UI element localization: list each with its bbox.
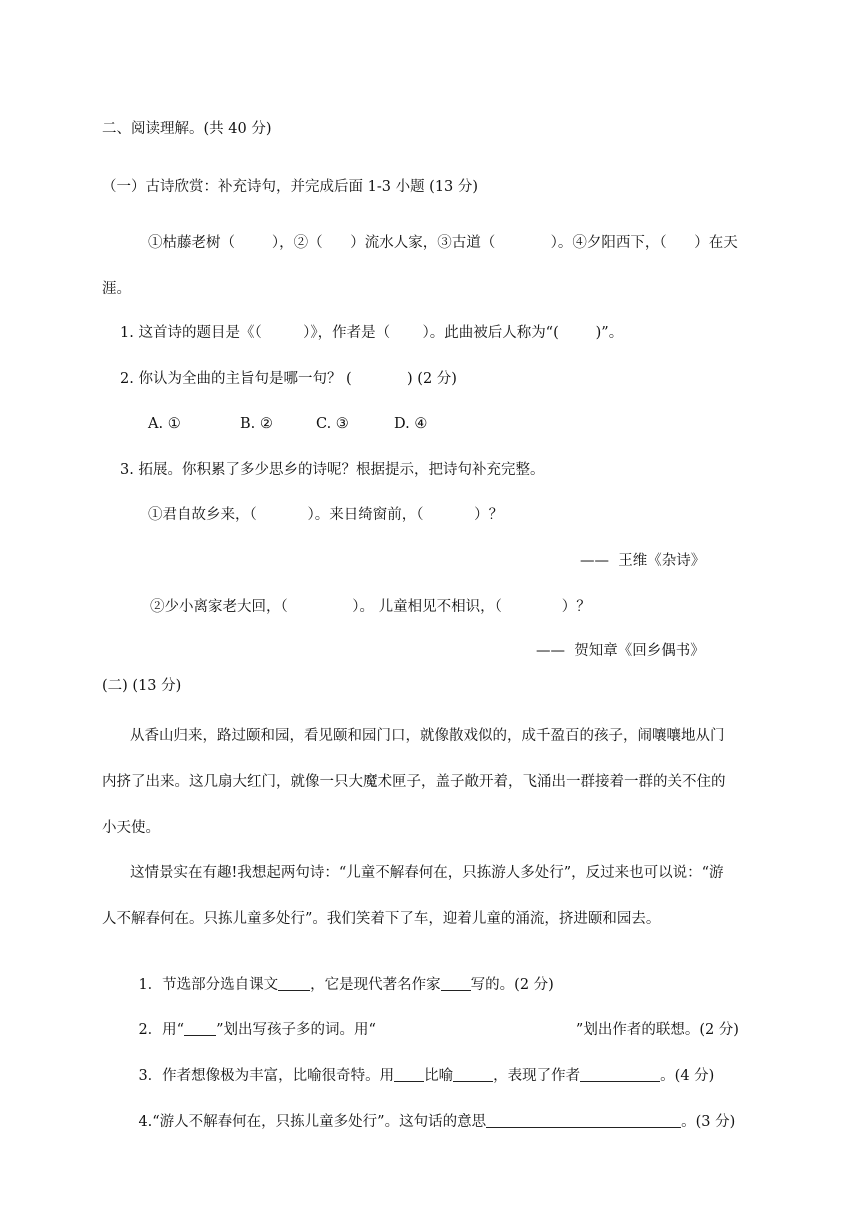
section-title: 二、阅读理解。(共 40 分) [102,121,272,137]
poem-fill-1: ①君自故乡来，（ ）。来日绮窗前，（ ）？ [148,507,504,523]
attribution-2: —— 贺知章《回乡偶书》 [536,643,705,659]
poem-fill-2: ②少小离家老大回，（ ）。 儿童相见不相识，（ ）？ [150,599,591,615]
blank-underline[interactable] [441,976,471,991]
passage-para2-line2: 人不解春何在。只拣儿童多处行”。我们笑着下了车，迎着儿童的涌流，挤进颐和园去。 [102,911,661,927]
part1-question-1: 1. 这首诗的题目是《（ ）》，作者是（ ）。此曲被后人称为“( )”。 [120,325,624,341]
blank-underline[interactable] [394,1067,424,1082]
part2-question-2: 2．用“ ”划出写孩子多的词。用“ ”划出作者的联想。(2 分) [138,1022,739,1038]
attribution-1: —— 王维《杂诗》 [580,553,706,569]
passage-para1-line2: 内挤了出来。这几扇大红门，就像一只大魔术匣子，盖子敞开着，飞涌出一群接着一群的关不住的 [102,774,726,790]
part2-heading: (二) (13 分) [102,678,182,694]
option-c: C. ③ [316,416,349,432]
poem-line-2: 涯。 [102,281,131,297]
blank-underline[interactable] [184,1021,216,1036]
part2-question-1: 1．节选部分选自课文 ，它是现代著名作家 写的。(2 分) [138,977,554,993]
poem-line-1: ①枯藤老树（ ），②（ ）流水人家，③古道（ ）。④夕阳西下，（ ）在天 [148,235,738,251]
blank-underline[interactable] [580,1067,660,1082]
part1-question-2: 2. 你认为全曲的主旨句是哪一句？ ( ) (2 分) [120,371,457,387]
part2-question-3: 3．作者想像极为丰富，比喻很奇特。用 比喻 ，表现了作者 。(4 分) [138,1068,715,1084]
part1-heading: （一）古诗欣赏：补充诗句，并完成后面 1-3 小题 (13 分) [102,179,479,195]
passage-para1-line3: 小天使。 [102,820,160,836]
option-b: B. ② [240,416,273,432]
passage-para1-line1: 从香山归来，路过颐和园，看见颐和园门口，就像散戏似的，成千盈百的孩子，闹嚷嚷地从门 [130,728,725,744]
option-d: D. ④ [394,416,428,432]
blank-underline[interactable] [486,1113,681,1128]
part1-question-3: 3. 拓展。你积累了多少思乡的诗呢？根据提示，把诗句补充完整。 [120,462,545,478]
blank-underline[interactable] [453,1067,493,1082]
option-a: A. ① [148,416,181,432]
part2-question-4: 4.“游人不解春何在，只拣儿童多处行”。这句话的意思 。(3 分) [138,1114,736,1130]
passage-para2-line1: 这情景实在有趣!我想起两句诗：“儿童不解春何在，只拣游人多处行”，反过来也可以说：“游 [130,865,724,881]
blank-underline[interactable] [278,976,310,991]
